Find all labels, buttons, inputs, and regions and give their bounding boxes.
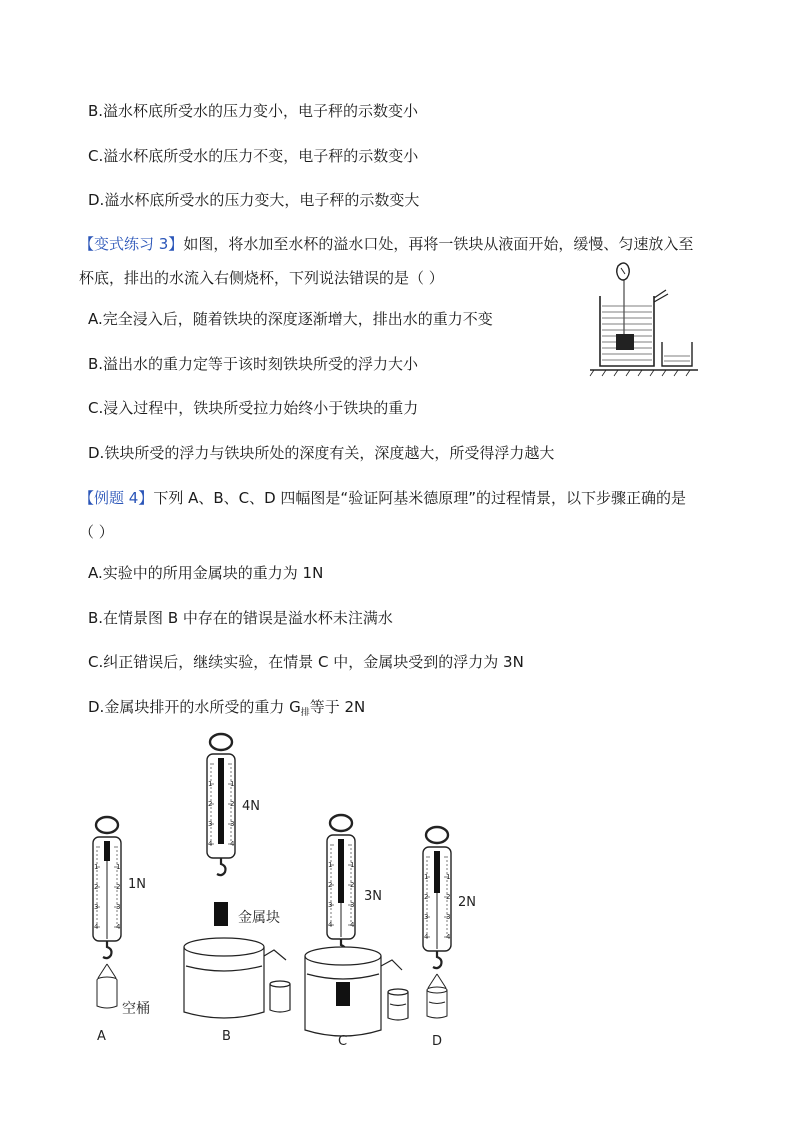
example4-option-b: B.在情景图 B 中存在的错误是溢水杯未注满水	[88, 609, 393, 627]
svg-text:4: 4	[350, 921, 355, 929]
svg-text:4: 4	[116, 923, 121, 931]
label-b: B	[222, 1029, 231, 1044]
spring-scale-figure	[80, 730, 480, 1060]
overflow-cup-b	[184, 938, 290, 1018]
label-metal-block: 金属块	[238, 910, 280, 926]
metal-block	[214, 902, 228, 926]
example4-option-a: A.实验中的所用金属块的重力为 1N	[88, 564, 324, 582]
example4-question	[79, 488, 729, 542]
svg-text:1: 1	[328, 861, 333, 869]
svg-text:1: 1	[94, 863, 99, 871]
bucket-with-water	[427, 974, 447, 1018]
label-c: C	[338, 1034, 348, 1049]
svg-text:2: 2	[230, 800, 235, 808]
svg-text:3: 3	[328, 901, 333, 909]
empty-bucket	[97, 964, 117, 1008]
svg-text:2: 2	[116, 883, 121, 891]
svg-text:2: 2	[424, 893, 429, 901]
option-d-prev: D.溢水杯底所受水的压力变大，电子秤的示数变大	[88, 191, 420, 209]
svg-text:4: 4	[230, 840, 235, 848]
reading-a: 1N	[128, 877, 146, 892]
svg-text:1: 1	[424, 873, 429, 881]
reading-c: 3N	[364, 889, 382, 904]
svg-text:3: 3	[350, 901, 355, 909]
svg-text:2: 2	[446, 893, 451, 901]
variant3-line1: 如图，将水加至水杯的溢水口处，再将一铁块从液面开始，缓慢、匀速放入至	[183, 235, 694, 253]
overflow-cup-c	[305, 947, 408, 1036]
variant3-option-d: D.铁块所受的浮力与铁块所处的深度有关，深度越大，所受得浮力越大	[88, 444, 555, 462]
variant3-option-c: C.浸入过程中，铁块所受拉力始终小于铁块的重力	[88, 399, 419, 417]
example4-line2: （ ）	[79, 523, 114, 541]
svg-text:1: 1	[350, 861, 355, 869]
option-d-text: D.金属块排开的水所受的重力 G	[88, 698, 301, 716]
variant3-option-a: A.完全浸入后，随着铁块的深度逐渐增大，排出水的重力不变	[88, 310, 493, 328]
label-a: A	[97, 1029, 106, 1044]
reading-d: 2N	[458, 895, 476, 910]
example4-line1: 下列 A、B、C、D 四幅图是“验证阿基米德原理”的过程情景，以下步骤正确的是	[153, 489, 686, 507]
label-d: D	[432, 1034, 443, 1049]
svg-text:1: 1	[116, 863, 121, 871]
svg-text:3: 3	[424, 913, 429, 921]
svg-text:1: 1	[208, 780, 213, 788]
variant3-tag: 【变式练习 3】	[79, 235, 184, 253]
variant3-line2: 杯底，排出的水流入右侧烧杯，下列说法错误的是（ ）	[79, 269, 444, 287]
option-b-prev: B.溢水杯底所受水的压力变小，电子秤的示数变小	[88, 102, 419, 120]
example4-option-d	[88, 697, 365, 723]
label-empty-bucket: 空桶	[122, 1001, 150, 1017]
metal-block-submerged	[336, 982, 350, 1006]
svg-text:3: 3	[446, 913, 451, 921]
svg-text:2: 2	[328, 881, 333, 889]
svg-text:3: 3	[116, 903, 121, 911]
svg-text:3: 3	[230, 820, 235, 828]
scale-d	[423, 827, 451, 968]
svg-text:3: 3	[94, 903, 99, 911]
scale-a	[93, 817, 121, 958]
svg-text:1: 1	[230, 780, 235, 788]
svg-text:4: 4	[446, 933, 451, 941]
example4-option-c: C.纠正错误后，继续实验，在情景 C 中，金属块受到的浮力为 3N	[88, 653, 524, 671]
example4-tag: 【例题 4】	[79, 489, 154, 507]
subscript-pai: 排	[300, 708, 310, 718]
reading-b: 4N	[242, 799, 260, 814]
svg-text:4: 4	[328, 921, 333, 929]
svg-text:2: 2	[350, 881, 355, 889]
svg-text:4: 4	[94, 923, 99, 931]
svg-text:1: 1	[446, 873, 451, 881]
svg-text:2: 2	[94, 883, 99, 891]
svg-text:2: 2	[208, 800, 213, 808]
overflow-cup-figure	[588, 258, 700, 380]
scale-b	[207, 734, 235, 875]
svg-text:4: 4	[424, 933, 429, 941]
option-d-value: 等于 2N	[309, 698, 366, 716]
variant3-option-b: B.溢出水的重力定等于该时刻铁块所受的浮力大小	[88, 355, 419, 373]
option-c-prev: C.溢水杯底所受水的压力不变，电子秤的示数变小	[88, 147, 419, 165]
svg-text:4: 4	[208, 840, 213, 848]
svg-text:3: 3	[208, 820, 213, 828]
scale-c	[327, 815, 355, 956]
